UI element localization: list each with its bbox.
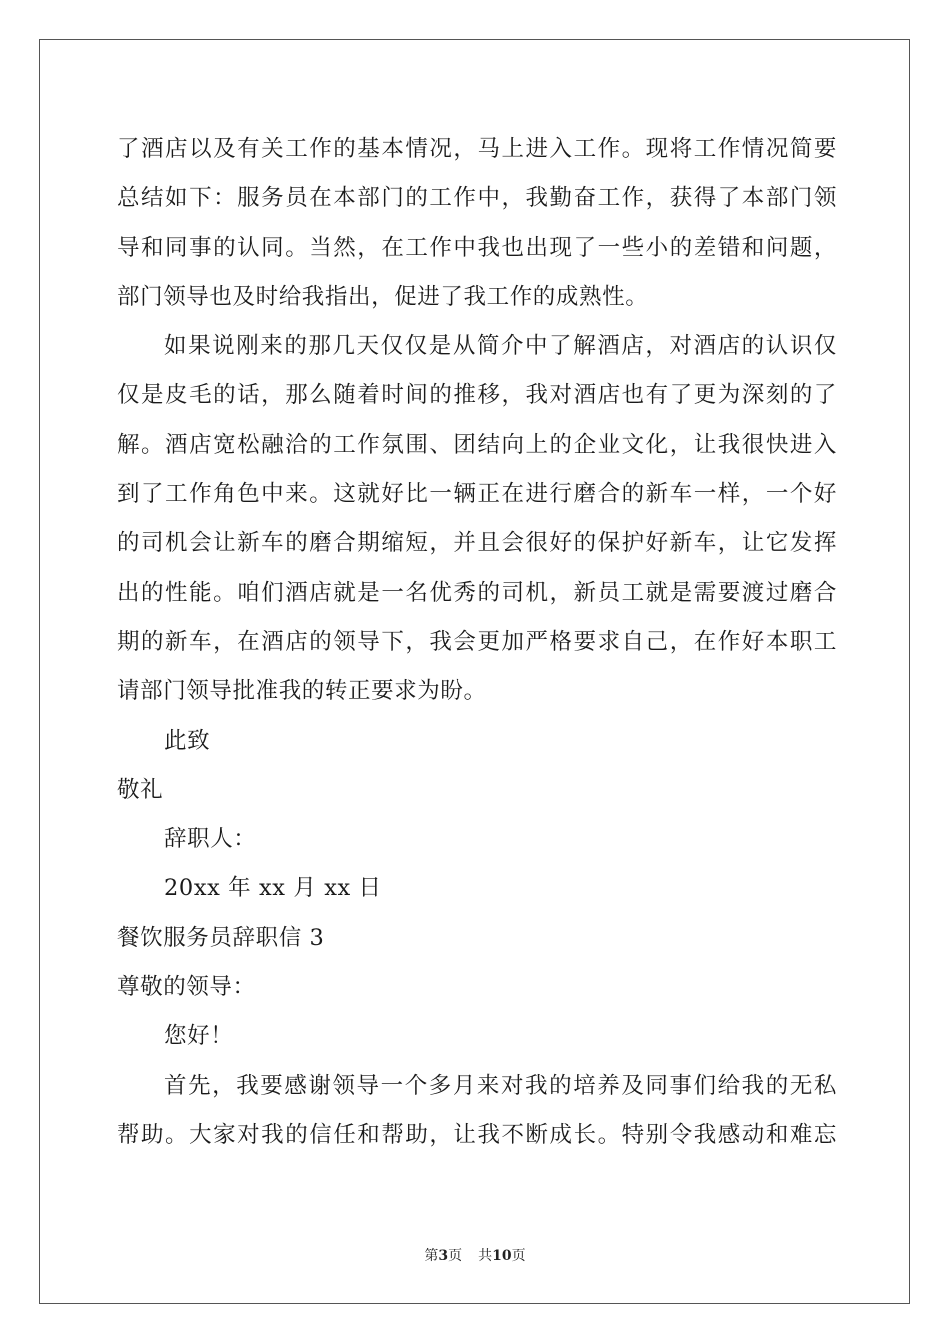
text-line: 帮助。大家对我的信任和帮助，让我不断成长。特别令我感动和难忘 (117, 1121, 837, 1148)
text-line: 总结如下：服务员在本部门的工作中，我勤奋工作，获得了本部门领 (117, 185, 837, 212)
text-line: 餐饮服务员辞职信 3 (117, 924, 325, 951)
text-line: 如果说刚来的那几天仅仅是从简介中了解酒店，对酒店的认识仅 (164, 333, 837, 360)
text-line: 了酒店以及有关工作的基本情况，马上进入工作。现将工作情况简要 (117, 136, 837, 162)
text-line: 敬礼 (117, 776, 164, 803)
text-line: 导和同事的认同。当然，在工作中我也出现了一些小的差错和问题， (117, 234, 837, 261)
footer-page-prefix: 第 (424, 1248, 439, 1264)
text-line: 首先，我要感谢领导一个多月来对我的培养及同事们给我的无私 (164, 1072, 837, 1099)
footer-total-pages: 10 (492, 1248, 512, 1264)
text-line: 此致 (164, 727, 211, 754)
footer-total-prefix: 共 (478, 1248, 493, 1264)
text-line: 尊敬的领导： (117, 974, 256, 1001)
footer-total-suffix: 页 (511, 1248, 526, 1264)
text-line: 仅是皮毛的话，那么随着时间的推移，我对酒店也有了更为深刻的了 (117, 382, 837, 409)
footer-current-page: 3 (438, 1248, 449, 1264)
text-line: 辞职人： (164, 826, 257, 853)
text-line: 请部门领导批准我的转正要求为盼。 (117, 678, 487, 705)
document-body (117, 125, 837, 1160)
text-line: 的司机会让新车的磨合期缩短，并且会很好的保护好新车，让它发挥 (117, 530, 837, 557)
text-line: 到了工作角色中来。这就好比一辆正在进行磨合的新车一样，一个好 (117, 481, 837, 508)
text-line: 部门领导也及时给我指出，促进了我工作的成熟性。 (117, 283, 649, 310)
text-line: 解。酒店宽松融洽的工作氛围、团结向上的企业文化，让我很快进入 (117, 431, 837, 458)
text-line: 出的性能。咱们酒店就是一名优秀的司机，新员工就是需要渡过磨合 (117, 579, 837, 606)
text-line: 20xx 年 xx 月 xx 日 (164, 875, 382, 902)
text-line: 您好！ (164, 1023, 234, 1050)
page-footer (0, 1245, 950, 1265)
footer-page-suffix: 页 (448, 1248, 463, 1264)
text-line: 期的新车，在酒店的领导下，我会更加严格要求自己，在作好本职工 (117, 628, 837, 655)
